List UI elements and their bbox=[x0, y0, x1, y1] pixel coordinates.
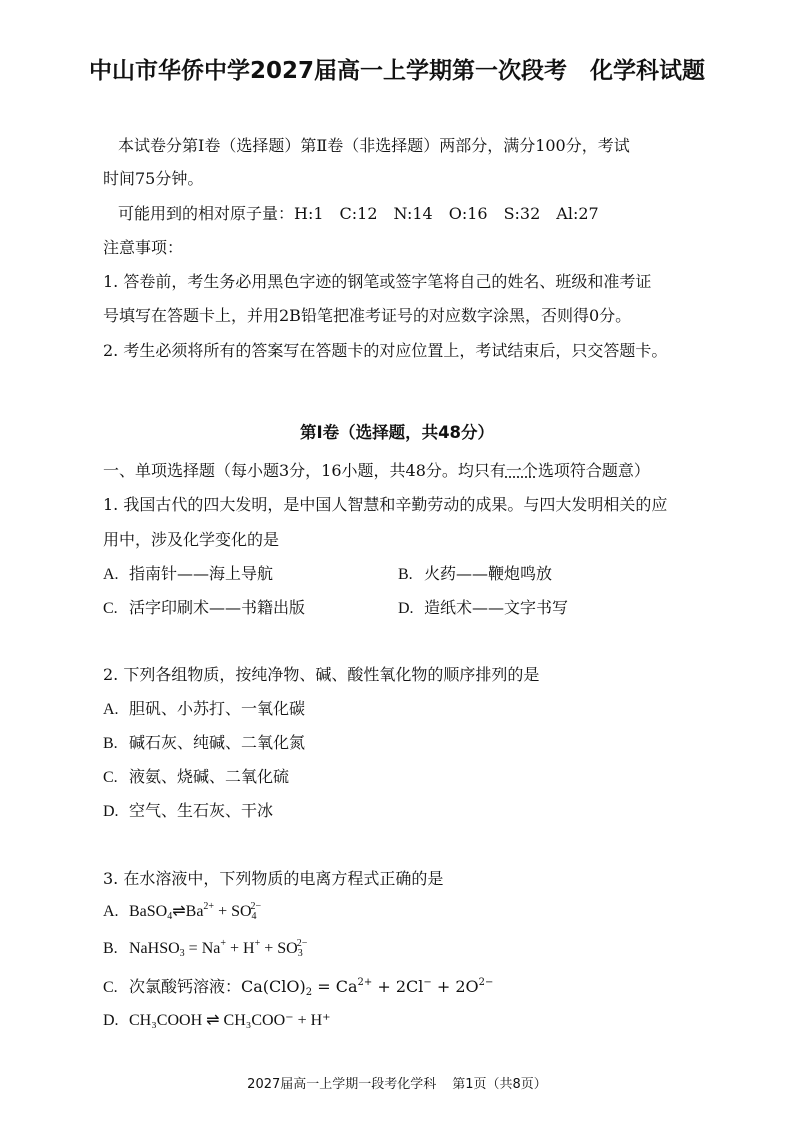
q3-option-a bbox=[103, 901, 261, 922]
q2-option-d bbox=[103, 798, 273, 821]
q3-option-d-letter: D. bbox=[103, 1012, 119, 1029]
section-1-heading-emphasis: 一个 bbox=[505, 461, 538, 480]
q2-option-b-text: 碱石灰、纯碱、二氧化氮 bbox=[129, 733, 306, 752]
footer-exam-name: 2027届高一上学期一段考化学科 bbox=[247, 1077, 437, 1092]
q3-a-sup2: 2− bbox=[250, 901, 262, 912]
q3-a-plus: + SO bbox=[214, 903, 252, 920]
q1-option-c-letter: C. bbox=[103, 600, 118, 617]
q3-option-a-letter: A. bbox=[103, 903, 119, 920]
q2-option-c-text: 液氨、烧碱、二氧化硫 bbox=[129, 767, 290, 786]
q1-option-b bbox=[398, 561, 552, 584]
part-1-title: 第Ⅰ卷（选择题，共48分） bbox=[299, 423, 495, 442]
q3-c-sup3: 2− bbox=[478, 977, 494, 988]
q2-stem: 2. 下列各组物质，按纯净物、碱、酸性氧化物的顺序排列的是 bbox=[103, 665, 540, 684]
section-1-heading bbox=[103, 458, 650, 481]
intro-line-1: 本试卷分第Ⅰ卷（选择题）第Ⅱ卷（非选择题）两部分，满分100分，考试 bbox=[118, 136, 630, 155]
q3-b-eq: = Na bbox=[184, 940, 221, 957]
q1-option-b-letter: B. bbox=[398, 566, 413, 583]
q3-option-d bbox=[103, 1010, 331, 1030]
q2-option-c-letter: C. bbox=[103, 769, 118, 786]
q3-a-sup1: 2+ bbox=[203, 901, 215, 912]
q3-a-lhs: BaSO bbox=[129, 903, 168, 920]
q2-option-b bbox=[103, 730, 305, 753]
q1-option-d bbox=[398, 595, 568, 618]
q3-c-sub1: 2 bbox=[305, 987, 313, 998]
q2-option-c bbox=[103, 764, 289, 787]
q3-b-h: + H bbox=[226, 940, 255, 957]
q3-c-text: 次氯酸钙溶液：Ca(ClO) bbox=[129, 977, 306, 996]
notes-heading: 注意事项： bbox=[103, 238, 184, 257]
q3-option-b-letter: B. bbox=[103, 940, 118, 957]
q2-option-a-letter: A. bbox=[103, 701, 119, 718]
q3-c-sup1: 2+ bbox=[357, 977, 373, 988]
q3-b-sub1: 3 bbox=[179, 948, 185, 959]
q3-c-sup2: − bbox=[423, 977, 432, 988]
q3-b-so: + SO bbox=[260, 940, 298, 957]
q2-option-a bbox=[103, 696, 305, 719]
note-1b: 号填写在答题卡上，并用2B铅笔把准考证号的对应数字涂黑，否则得0分。 bbox=[103, 306, 632, 325]
q2-option-a-text: 胆矾、小苏打、一氧化碳 bbox=[129, 699, 306, 718]
note-1a: 1. 答卷前，考生务必用黑色字迹的钢笔或签字笔将自己的姓名、班级和准考证 bbox=[103, 272, 652, 291]
q1-option-a-text: 指南针——海上导航 bbox=[129, 564, 274, 583]
q2-option-d-text: 空气、生石灰、干冰 bbox=[129, 801, 274, 820]
q3-option-c bbox=[103, 974, 493, 998]
q3-a-sub1: 4 bbox=[167, 911, 173, 922]
q2-option-d-letter: D. bbox=[103, 803, 119, 820]
q1-stem-a: 1. 我国古代的四大发明，是中国人智慧和辛勤劳动的成果。与四大发明相关的应 bbox=[103, 495, 668, 514]
section-1-heading-c: 选项符合题意） bbox=[537, 461, 650, 480]
q1-option-d-letter: D. bbox=[398, 600, 414, 617]
q3-b-sup1: + bbox=[220, 938, 226, 949]
q3-c-cl: + 2Cl bbox=[372, 977, 424, 996]
page-footer bbox=[0, 1073, 794, 1092]
q1-option-d-text: 造纸术——文字书写 bbox=[424, 598, 569, 617]
section-1-heading-a: 一、单项选择题（每小题3分，16小题，共48分。均只有 bbox=[103, 461, 506, 480]
note-2: 2. 考生必须将所有的答案写在答题卡的对应位置上，考试结束后，只交答题卡。 bbox=[103, 341, 668, 360]
q1-option-c-text: 活字印刷术——书籍出版 bbox=[129, 598, 306, 617]
q3-c-eq: = Ca bbox=[312, 977, 358, 996]
q1-option-a bbox=[103, 561, 273, 584]
q3-a-arrow: ⇌Ba bbox=[172, 903, 204, 920]
q3-c-o: + 2O bbox=[431, 977, 479, 996]
q3-stem: 3. 在水溶液中，下列物质的电离方程式正确的是 bbox=[103, 869, 444, 888]
q3-b-sup2: + bbox=[254, 938, 261, 949]
q3-option-b bbox=[103, 938, 307, 959]
q3-b-sup3: 2− bbox=[296, 938, 308, 949]
q1-stem-b: 用中，涉及化学变化的是 bbox=[103, 530, 280, 549]
q3-b-lhs: NaHSO bbox=[129, 940, 180, 957]
q3-d-text: CH₃COOH ⇌ CH₃COO⁻ + H⁺ bbox=[129, 1012, 331, 1029]
atomic-masses: 可能用到的相对原子量：H:1 C:12 N:14 O:16 S:32 Al:27 bbox=[118, 204, 599, 223]
q3-a-sub2: 4 bbox=[251, 911, 257, 922]
q1-option-b-text: 火药——鞭炮鸣放 bbox=[424, 564, 553, 583]
intro-line-2: 时间75分钟。 bbox=[103, 169, 204, 188]
exam-title: 中山市华侨中学2027届高一上学期第一次段考 化学科试题 bbox=[88, 58, 705, 84]
footer-page-number: 第1页（共8页） bbox=[452, 1077, 547, 1092]
q3-option-c-letter: C. bbox=[103, 979, 118, 996]
q1-option-c bbox=[103, 595, 305, 618]
q2-option-b-letter: B. bbox=[103, 735, 118, 752]
q1-option-a-letter: A. bbox=[103, 566, 119, 583]
q3-b-sub2: 3 bbox=[297, 948, 303, 959]
